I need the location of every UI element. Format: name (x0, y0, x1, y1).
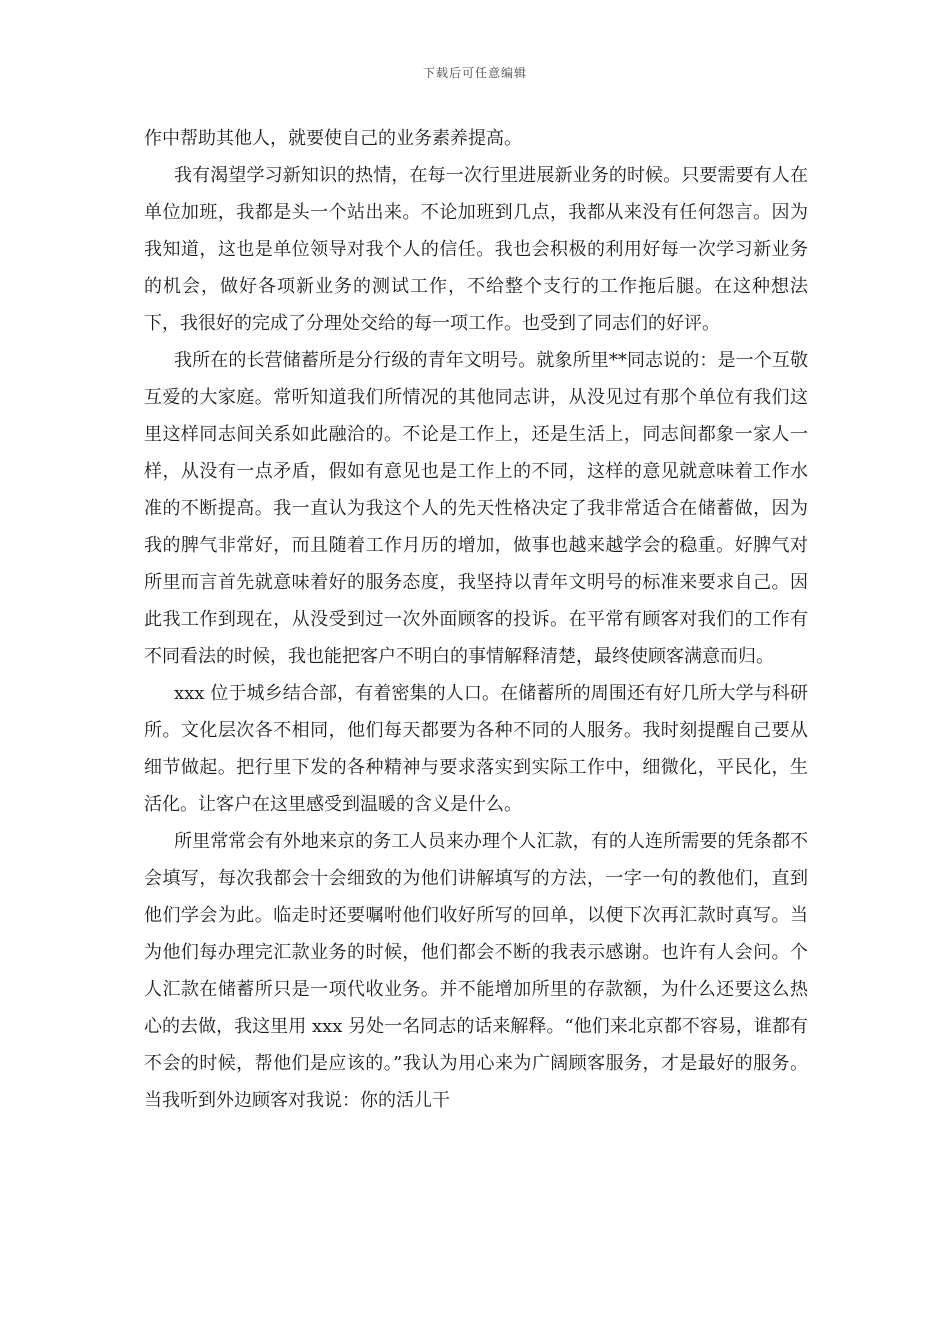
paragraph-4: xxx 位于城乡结合部，有着密集的人口。在储蓄所的周围还有好几所大学与科研所。文化层次各不相同，他们每天都要为各种不同的人服务。我时刻提醒自己要从细节做起。把行里下发的各种精神与要求落实到实际工作中，细微化，平民化，生活化。让客户在这里感受到温暖的含义是什么。 (144, 683, 808, 815)
document-body (144, 120, 808, 1119)
page-header: 下载后可任意编辑 (422, 66, 527, 80)
paragraph-2: 我有渴望学习新知识的热情，在每一次行里进展新业务的时候。只要需要有人在单位加班，我都是头一个站出来。不论加班到几点，我都从来没有任何怨言。因为我知道，这也是单位领导对我个人的信任。我也会积极的利用好每一次学习新业务的机会，做好各项新业务的测试工作，不给整个支行的工作拖后腿。在这种想法下，我很好的完成了分理处交给的每一项工作。也受到了同志们的好评。 (144, 165, 808, 334)
paragraph-3: 我所在的长营储蓄所是分行级的青年文明号。就象所里**同志说的：是一个互敬互爱的大家庭。常听知道我们所情况的其他同志讲，从没见过有那个单位有我们这里这样同志间关系如此融洽的。不论是工作上，还是生活上，同志间都象一家人一样，从没有一点矛盾，假如有意见也是工作上的不同，这样的意见就意味着工作水准的不断提高。我一直认为我这个人的先天性格决定了我非常适合在储蓄做，因为我的脾气非常好，而且随着工作月历的增加，做事也越来越学会的稳重。好脾气对所里而言首先就意味着好的服务态度，我坚持以青年文明号的标准来要求自己。因此我工作到现在，从没受到过一次外面顾客的投诉。在平常有顾客对我们的工作有不同看法的时候，我也能把客户不明白的事情解释清楚，最终使顾客满意而归。 (144, 350, 808, 667)
paragraph-5: 所里常常会有外地来京的务工人员来办理个人汇款，有的人连所需要的凭条都不会填写，每次我都会十会细致的为他们讲解填写的方法，一字一句的教他们，直到他们学会为此。临走时还要嘱咐他们收好所写的回单，以便下次再汇款时真写。当为他们每办理完汇款业务的时候，他们都会不断的我表示感谢。也许有人会问。个人汇款在储蓄所只是一项代收业务。并不能增加所里的存款额，为什么还要这么热心的去做，我这里用 xxx 另处一名同志的话来解释。“他们来北京都不容易，谁都有不会的时候，帮他们是应该的。”我认为用心来为广阔顾客服务，才是最好的服务。当我听到外边顾客对我说：你的活儿干 (144, 831, 808, 1111)
paragraph-1: 作中帮助其他人，就要使自己的业务素养提高。 (144, 128, 522, 149)
